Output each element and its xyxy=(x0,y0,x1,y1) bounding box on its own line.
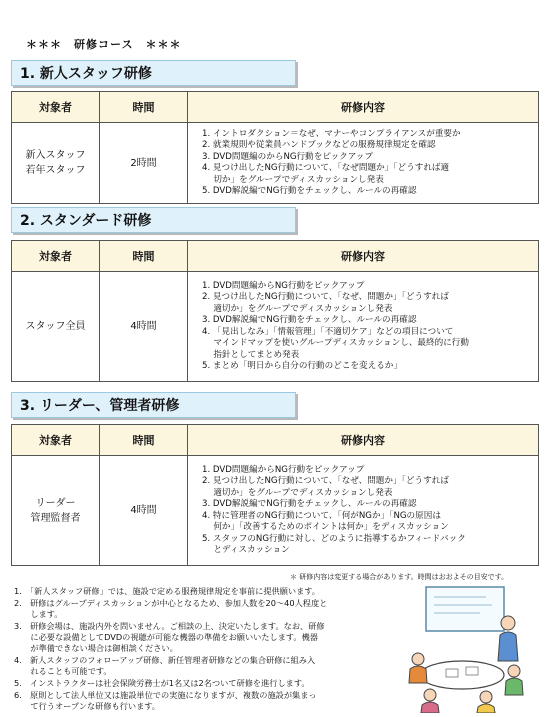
list-item: 5. DVD解説編でNG行動をチェックし、ルールの再確認 xyxy=(202,186,417,196)
note-item: 6. 原則として法人単位又は施設単位での実施になりますが、複数の施設が集まっ て行うオープンな研修も行います。 xyxy=(14,690,317,711)
course-3-contents xyxy=(188,456,539,566)
header-contents: 研修内容 xyxy=(188,425,539,456)
list-item: 3. DVD解説編でNG行動をチェックし、ルールの再確認 xyxy=(202,499,417,509)
header-target: 対象者 xyxy=(12,241,100,272)
list-item: 4. 特に管理者のNG行動について、「何がNGか」「NGの原因は 何か」「改善するためのポイントは何か」をディスカッション xyxy=(202,510,449,532)
header-time: 時間 xyxy=(100,92,188,123)
header-time: 時間 xyxy=(100,241,188,272)
list-item: 2. 見つけ出したNG行動について、「なぜ、問題か」「どうすれば 適切か」をグループでディスカッションし発表 xyxy=(202,292,449,314)
presenter-figure xyxy=(501,616,515,630)
list-item: 5. まとめ「明日から自分の行動のどこを変えるか」 xyxy=(202,361,402,371)
meeting-table-shape xyxy=(420,661,504,689)
list-item: 2. 就業規則や従業員ハンドブックなどの服務規律規定を確認 xyxy=(202,140,436,150)
course-2-time: 4時間 xyxy=(100,272,188,382)
table-row xyxy=(12,272,539,382)
whiteboard-shape xyxy=(426,587,504,631)
table-header-row xyxy=(12,92,539,123)
course-1-target: 新入スタッフ 若年スタッフ xyxy=(12,123,100,204)
course-1-contents xyxy=(188,123,539,204)
course-2-table xyxy=(11,240,539,382)
course-3-table xyxy=(11,424,539,566)
note-item: 4. 新人スタッフのフォローアップ研修、新任管理者研修などの集合研修に組み入 れることも可能です。 xyxy=(14,655,316,676)
header-time: 時間 xyxy=(100,425,188,456)
note-item: 1. 「新人スタッフ研修」では、施設で定める服務規律規定を事前に提供願います。 xyxy=(14,586,320,596)
course-3-time: 4時間 xyxy=(100,456,188,566)
list-item: 1. DVD問題編からNG行動をピックアップ xyxy=(202,280,365,291)
header-target: 対象者 xyxy=(12,92,100,123)
participant-figure xyxy=(424,689,436,701)
participant-figure xyxy=(480,691,492,703)
table-header-row xyxy=(12,425,539,456)
list-item: 5. スタッフのNG行動に対し、どのように指導するかフィードバック とディスカッション xyxy=(202,533,466,555)
course-2-contents xyxy=(188,272,539,382)
participant-figure xyxy=(508,665,520,677)
list-item: 2. 見つけ出したNG行動について、「なぜ、問題か」「どうすれば 適切か」をグループでディスカッションし発表 xyxy=(202,476,449,498)
header-contents: 研修内容 xyxy=(188,241,539,272)
course-3-heading: 3. リーダー、管理者研修 xyxy=(11,392,296,418)
schedule-note: ＊ 研修内容は変更する場合があります。時間はおおよその目安です。 xyxy=(290,573,509,581)
header-contents: 研修内容 xyxy=(188,92,539,123)
list-item: 4. 「見出しなみ」「情報管理」「不適切ケア」などの項目について マインドマップを使いグループディスカッションし、最終的に行動 指針としてまとめ発表 xyxy=(202,326,469,360)
note-item: 3. 研修会場は、施設内外を問いません。ご相談の上、決定いたします。なお、研修 に必要な設備としてDVDの視聴が可能な機器の準備をお願いいたします。機器 が準備できない場合は御相談ください。 xyxy=(14,621,325,653)
course-1-table xyxy=(11,91,539,204)
participant-figure xyxy=(412,653,424,665)
list-item: 1. イントロダクション＝なぜ、マナーやコンプライアンスが重要か xyxy=(202,128,461,139)
note-item: 5. インストラクターは社会保険労務士が1名又は2名ついて研修を進行します。 xyxy=(14,678,310,688)
list-item: 4. 見つけ出したNG行動について、「なぜ問題か」「どうすれば適 切か」をグループでディスカッションし発表 xyxy=(202,163,450,185)
course-2-heading: 2. スタンダード研修 xyxy=(11,207,296,233)
table-row xyxy=(12,456,539,566)
list-item: 3. DVD問題編のからNG行動をピックアップ xyxy=(202,151,373,162)
course-2-target: スタッフ全員 xyxy=(12,272,100,382)
notes-list xyxy=(14,586,384,713)
table-row xyxy=(12,123,539,204)
header-target: 対象者 xyxy=(12,425,100,456)
table-header-row xyxy=(12,241,539,272)
course-1-time: 2時間 xyxy=(100,123,188,204)
course-3-target: リーダー 管理監督者 xyxy=(12,456,100,566)
training-illustration xyxy=(396,583,536,713)
course-1-heading: 1. 新人スタッフ研修 xyxy=(11,60,296,86)
page-title: ＊＊＊ 研修コース ＊＊＊ xyxy=(26,38,182,51)
note-item: 2. 研修はグループディスカッションが中心となるため、参加人数を20～40人程度と します。 xyxy=(14,598,328,619)
list-item: 1. DVD問題編からNG行動をピックアップ xyxy=(202,464,365,475)
list-item: 3. DVD解説編でNG行動をチェックし、ルールの再確認 xyxy=(202,315,417,325)
